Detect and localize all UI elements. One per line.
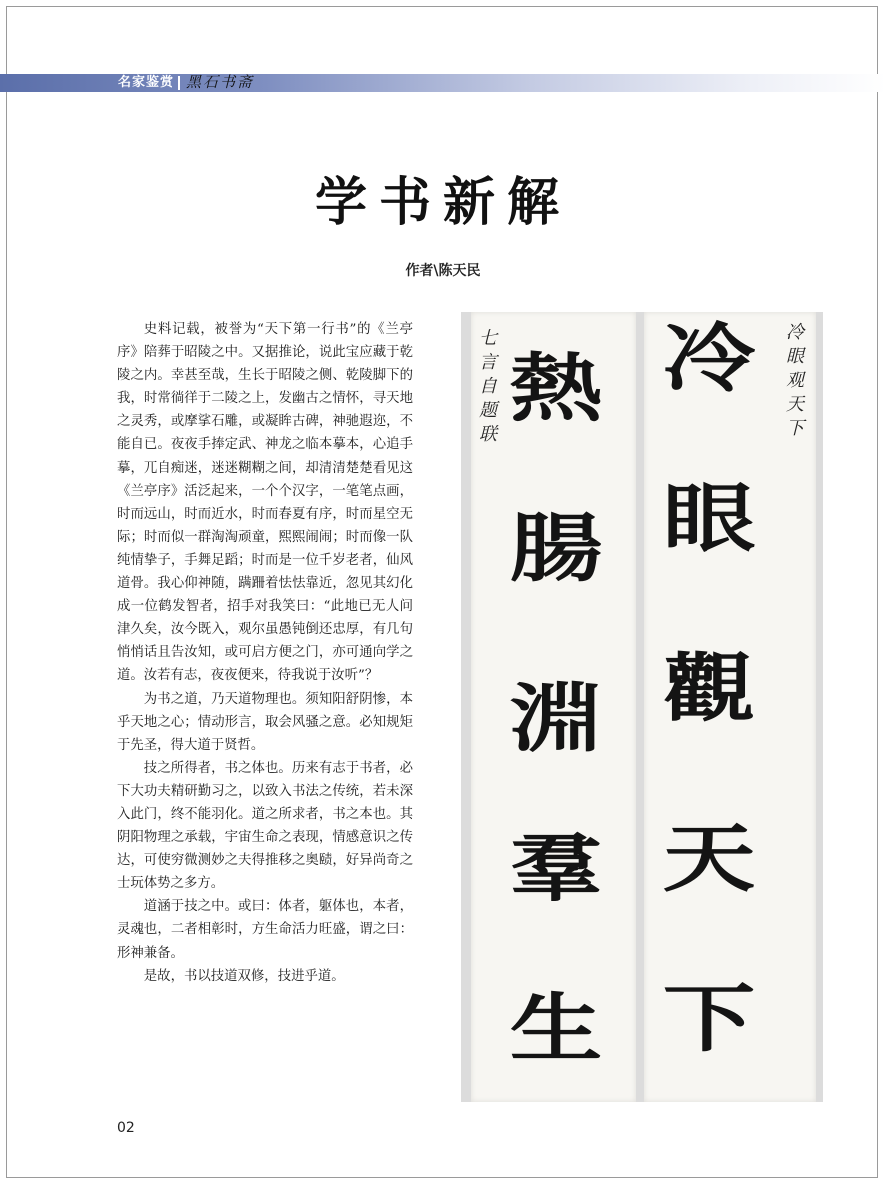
right-scroll <box>644 312 816 1102</box>
article-title: 学书新解 <box>314 172 571 233</box>
scroll-character: 冷 <box>662 316 756 402</box>
article-author: 作者\陈天民 <box>405 263 481 279</box>
scroll-character: 觀 <box>662 646 756 732</box>
scroll-character: 腸 <box>509 506 603 592</box>
scroll-character: 天 <box>662 816 756 902</box>
page-number: 02 <box>117 1120 135 1136</box>
header-divider <box>178 76 180 90</box>
scroll-character: 下 <box>662 976 756 1062</box>
scroll-character: 淵 <box>509 676 603 762</box>
brand-label: 黑石书斋 <box>186 73 255 91</box>
section-label: 名家鉴赏 <box>118 75 175 90</box>
paragraph: 史料记载，被誉为“天下第一行书”的《兰亭序》陪葬于昭陵之中。又据推论，说此宝应藏于乾陵之内。幸甚至哉，生长于昭陵之侧、乾陵脚下的我，时常徜徉于二陵之上，发幽古之情怀，寻天地之灵秀，或摩挲石雕，或凝眸古碑，神驰遐迩，不能自已。夜夜手捧定武、神龙之临本摹本，心追手摹，兀自痴迷，迷迷糊糊之间，却清清楚楚看见这《兰亭序》活泛起来，一个个汉字，一笔笔点画，时而远山，时而近水，时而春夏有序，时而星空无际；时而似一群淘淘顽童，熙熙闹闹；时而像一队纯情挚子，手舞足蹈；时而是一位千岁老者，仙风道骨。我心仰神随，蹒跚着怯怯靠近，忽见其幻化成一位鹤发智者，招手对我笑曰：“此地已无人问津久矣，汝今既入，观尔虽愚钝倒还忠厚，有几句悄悄话且告汝知，或可启方便之门，亦可通向学之道。汝若有志，夜夜便来，待我说于汝听”？ <box>117 322 413 684</box>
paragraph: 技之所得者，书之体也。历来有志于书者，必下大功夫精研勤习之，以致入书法之传统，若未深入此门，终不能羽化。道之所求者，书之本也。其阴阳物理之承载，宇宙生命之表现，情感意识之传达，可使穷微测妙之夫得推移之奥赜，好异尚奇之士玩体势之多方。 <box>117 760 413 892</box>
paragraph: 道涵于技之中。或曰：体者，躯体也，本者，灵魂也，二者相彰时，方生命活力旺盛，谓之曰：形神兼备。 <box>117 899 413 961</box>
calligraphy-photo <box>461 312 823 1102</box>
scroll-inscription: 七言自题联 <box>476 328 497 448</box>
scroll-character: 熱 <box>509 346 603 432</box>
scroll-character: 眼 <box>662 476 756 562</box>
paragraph: 是故，书以技道双修，技进乎道。 <box>143 968 345 984</box>
scroll-character: 羣 <box>509 826 603 912</box>
article-body <box>117 318 413 988</box>
paragraph: 为书之道，乃天道物理也。须知阳舒阴惨，本乎天地之心；情动形言，取会风骚之意。必知规矩于先圣，得大道于贤哲。 <box>117 691 413 753</box>
scroll-inscription: 冷眼观天下 <box>783 322 804 442</box>
left-scroll <box>471 312 636 1102</box>
scroll-character: 生 <box>509 986 603 1072</box>
